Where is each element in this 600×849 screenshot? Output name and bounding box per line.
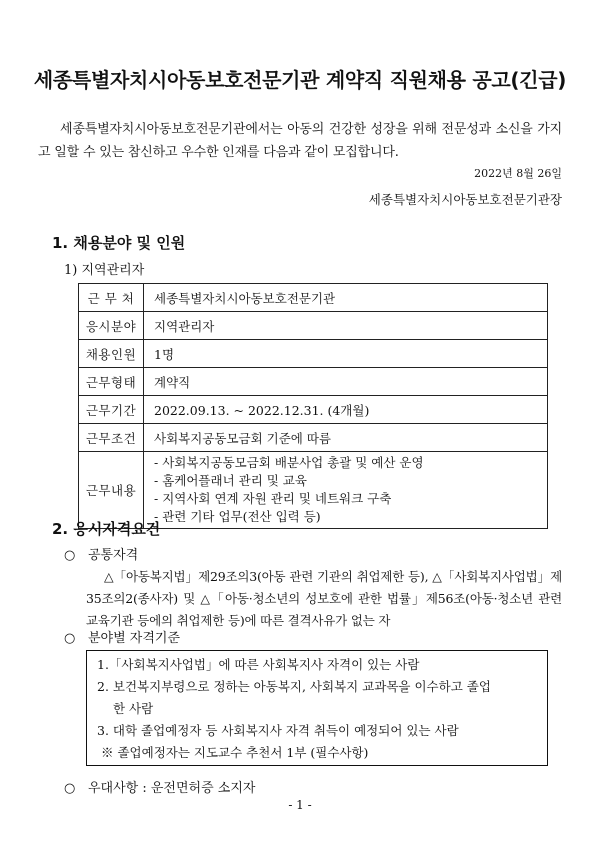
table-row — [79, 424, 548, 452]
list-item: - 홈케어플래너 관리 및 교육 — [154, 473, 307, 488]
row-value: 사회복지공동모금회 기준에 따름 — [144, 424, 548, 452]
row-label: 채용인원 — [79, 340, 144, 368]
section-heading-qualifications: 2. 응시자격요건 — [52, 520, 161, 538]
duties-list — [154, 452, 539, 528]
table-row — [79, 312, 548, 340]
row-value: 1명 — [144, 340, 548, 368]
common-qualification-title — [64, 544, 138, 563]
intro-paragraph: 세종특별자치시아동보호전문기관에서는 아동의 건강한 성장을 위해 전문성과 소신을 가지고 일할 수 있는 참신하고 우수한 인재를 다음과 같이 모집합니다. — [38, 122, 562, 160]
criteria-box — [86, 650, 548, 766]
row-label: 근무내용 — [79, 452, 144, 529]
row-label: 근무형태 — [79, 368, 144, 396]
criteria-item: 3. 대학 졸업예정자 등 사회복지사 자격 취득이 예정되어 있는 사람 — [97, 723, 459, 738]
row-label: 근무기간 — [79, 396, 144, 424]
table-row — [79, 368, 548, 396]
row-value: 지역관리자 — [144, 312, 548, 340]
field-qualification-title — [64, 627, 180, 646]
row-label: 응시분야 — [79, 312, 144, 340]
table-row — [79, 396, 548, 424]
common-qualification-text: △「아동복지법」제29조의3(아동 관련 기관의 취업제한 등), △「사회복지사업법」제35조의2(종사자) 및 △「아동·청소년의 성보호에 관한 법률」제56조(아동·청소년 관련 교육기관 등에의 취업제한 등)에 따른 결격사유가 없는 자 — [86, 569, 562, 628]
page-title: 세종특별자치시아동보호전문기관 계약직 직원채용 공고(긴급) — [33, 68, 567, 92]
circle-bullet-icon: ○ — [64, 781, 76, 796]
circle-bullet-icon: ○ — [64, 631, 76, 646]
table-row-duties — [79, 452, 548, 529]
row-value: 계약직 — [144, 368, 548, 396]
subheading-regional-manager: 1) 지역관리자 — [64, 263, 145, 278]
common-qualification-label: 공통자격 — [88, 548, 139, 563]
row-value: 세종특별자치시아동보호전문기관 — [144, 284, 548, 312]
table-row — [79, 284, 548, 312]
row-label: 근 무 처 — [79, 284, 144, 312]
table-row — [79, 340, 548, 368]
recruitment-table — [78, 283, 548, 529]
issuer-name: 세종특별자치시아동보호전문기관장 — [368, 192, 562, 207]
criteria-item-continued: 한 사람 — [113, 701, 154, 716]
criteria-note: ※ 졸업예정자는 지도교수 추천서 1부 (필수사항) — [101, 745, 369, 760]
list-item: - 관련 기타 업무(전산 입력 등) — [154, 509, 321, 524]
row-label: 근무조건 — [79, 424, 144, 452]
criteria-item: 1.「사회복지사업법」에 따른 사회복지사 자격이 있는 사람 — [97, 657, 420, 672]
circle-bullet-icon: ○ — [64, 548, 76, 563]
preference-item — [64, 777, 255, 796]
page-number: - 1 - — [288, 798, 312, 812]
section-heading-recruitment: 1. 채용분야 및 인원 — [52, 234, 186, 252]
row-value: 2022.09.13. ~ 2022.12.31. (4개월) — [144, 396, 548, 424]
list-item: - 사회복지공동모금회 배분사업 총괄 및 예산 운영 — [154, 455, 424, 470]
list-item: - 지역사회 연계 자원 관리 및 네트워크 구축 — [154, 491, 392, 506]
field-qualification-label: 분야별 자격기준 — [88, 631, 181, 646]
announcement-date: 2022년 8월 26일 — [474, 167, 562, 180]
criteria-item: 2. 보건복지부령으로 정하는 아동복지, 사회복지 교과목을 이수하고 졸업 — [97, 679, 491, 694]
preference-text: 우대사항 : 운전면허증 소지자 — [88, 781, 256, 796]
duties-list-cell — [144, 452, 548, 529]
